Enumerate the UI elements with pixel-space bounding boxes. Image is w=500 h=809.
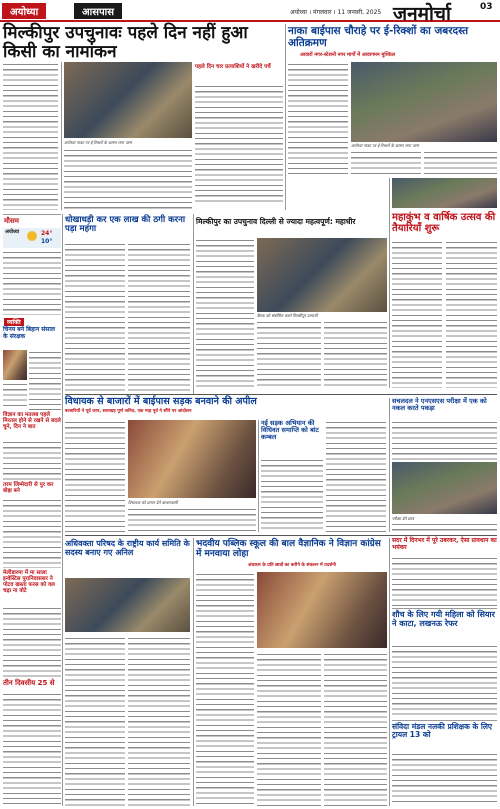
lead-story-text-col2 (195, 84, 283, 204)
brief3-text (3, 606, 61, 678)
weather-widget (3, 228, 61, 248)
lead-photo (64, 62, 192, 138)
kumbh-story-text-col2 (446, 240, 497, 388)
weather-title: मौसम (4, 217, 19, 225)
naka-headline: नाका बाईपास चौराहे पर ई-रिक्शों का जबरदस्त अतिक्रमण (288, 25, 469, 49)
school-photo (257, 572, 387, 648)
sadar-story-text (392, 556, 497, 606)
mla-photo (128, 420, 256, 498)
woman-story-text (392, 644, 497, 718)
people-text-2 (3, 382, 27, 410)
cold-story-text-col1 (65, 242, 125, 392)
sniper-story-text (392, 752, 497, 806)
committee-photo (65, 578, 190, 632)
cold-headline: धोखाधड़ी कर एक लाख की ठगी करना पड़ा महंगा (65, 215, 186, 235)
naka-story-text-col3 (424, 150, 497, 174)
brief4-title: तीन दिवसीय 25 से (3, 679, 55, 687)
naka-story-text-col2 (351, 150, 421, 174)
brief1-text (3, 440, 61, 480)
weather-city: अयोध्या (5, 229, 20, 235)
kumbh-story-text-col1 (392, 240, 442, 388)
lead-story-text-col1 (3, 62, 58, 210)
weather-temp-min: 10° (41, 238, 53, 245)
mla-subhead: बाजारियों ने पूर्व जाप, सत्याग्रह पूर्ण जनित, एक माह पूर्व ने सौंपे पर आंदोलन (65, 409, 192, 414)
mla-photo-caption: विधायक को ज्ञापन देते बाजारवासी (128, 500, 178, 505)
delhi-story-text-col3 (324, 320, 387, 388)
exam-story-text (392, 420, 497, 460)
wall-headline: नई सड़क अभियान की विधिवत समाप्ति को बांट कम्बल (261, 419, 319, 442)
exam-story-text-2 (392, 522, 497, 532)
lead-story-text-col3 (64, 148, 192, 210)
kumbh-headline: महाकुंभ व वार्षिक उत्सव की तैयारियाँ शुरू (392, 212, 496, 234)
sun-icon (27, 231, 37, 241)
delhi-story-text-col1 (196, 238, 254, 388)
weather-text (3, 250, 61, 315)
sniper-headline: संविदा मंडल नलकी प्रशिक्षक के लिए ट्रायल 13 को (392, 722, 493, 740)
people-text (29, 350, 61, 410)
brief3-title: मेलीडारमा में मा साला इन्वेस्टिस पुरानिवाससर ने पोटव खस्ता फरस को वल चढ़ा ना वोटे (3, 570, 55, 595)
section-label-aaspaas: आसपास (74, 3, 122, 19)
people-tag: व्यक्ति (4, 318, 24, 326)
brief1-title: विज्ञान का मतलब पहले मिरतल होने से रखने से बदले चुने, दिन ने बात (3, 412, 61, 431)
exam-photo-caption: परीक्षा देते छात्र (392, 516, 414, 521)
brief4-text (3, 692, 61, 804)
brief2-title: तरम जिम्मेदारी से पुर कर बोझ बने (3, 482, 54, 495)
naka-photo-caption: अयोध्या नाका पर ई-रिक्शों के कारण लगा जाम (351, 143, 419, 148)
wall-story-text-col2 (326, 420, 386, 532)
committee-story-text-col1 (65, 636, 125, 806)
exam-headline-block: सचलदल ने एनएसएस परीक्षा में एक को नकल करते पकड़ा (392, 397, 487, 413)
brief2-text (3, 498, 61, 568)
cold-story-text-col2 (128, 242, 190, 392)
mla-headline: विधायक से बाजारों में बाईपास सड़क बनवाने की अपील (65, 396, 257, 407)
newspaper-brand-logo: जनमोर्चा (393, 3, 451, 25)
school-headline: भदवीय पब्लिक स्कूल की बाल वैज्ञानिक ने विज्ञान कांग्रेस में मनवाया लोहा (196, 539, 381, 559)
mla-story-text-col1 (65, 420, 125, 532)
woman-headline: शौच के लिए गयी महिला को सियार ने काटा, लखनऊ रेफर (392, 610, 495, 628)
naka-photo (351, 62, 497, 142)
naka-story-text-col1 (288, 62, 348, 174)
people-title: चिनय बने बिहान संसाल के संरक्षक (3, 326, 55, 340)
delhi-story-text-col2 (257, 320, 321, 388)
delhi-meeting-photo (257, 238, 387, 312)
sadar-headline: सदर में दिनभर में पूरे उबरकर, ऐसा प्रावधान का भयंकर (392, 537, 497, 551)
school-story-text-col3 (324, 652, 387, 806)
people-portrait-photo (3, 350, 27, 380)
committee-headline: अधिवक्ता परिषद के राष्ट्रीय कार्य समिति के सदस्य बनाए गए अनिल (65, 539, 190, 557)
school-story-text-col2 (257, 652, 321, 806)
masthead (0, 0, 500, 25)
committee-story-text-col2 (128, 636, 190, 806)
delhi-photo-caption: बैठक को संबोधित करते मिल्कीपुर प्रत्याशी (257, 313, 318, 318)
school-subhead: अंधकार के प्रति छात्रों का करीने के संकलन में प्रदर्शनी (248, 563, 336, 568)
section-label-ayodhya: अयोध्या (2, 3, 46, 19)
exam-photo (392, 462, 497, 514)
dateline: अयोध्या । मंगलवार । 11 जनवरी, 2025 (290, 9, 382, 16)
lead-photo-caption: अयोध्या नाका पर ई-रिक्शों के कारण लगा जाम (64, 140, 132, 145)
weather-temp-max: 24° (41, 230, 53, 237)
wall-story-text-col1 (261, 458, 323, 532)
delhi-headline: मिल्कीपुर का उपचुनाव दिल्ली से ज्यादा महत्वपूर्ण: महाधीर (196, 217, 356, 226)
lead-subhead: पहले दिन चार प्रत्याशियों ने खरीदे पर्चे (195, 64, 271, 70)
school-story-text-col1 (196, 572, 254, 806)
kumbh-photo (392, 178, 497, 208)
page-number: 03 (480, 2, 493, 12)
mla-story-text-col2 (128, 507, 256, 532)
lead-headline: मिल्कीपुर उपचुनावः पहले दिन नहीं हुआ किसी का नामांकन (3, 23, 248, 62)
naka-subhead: आवारों नगर-स्टेशनों नगर मार्गों में आवागमन मुश्किल (300, 52, 396, 58)
